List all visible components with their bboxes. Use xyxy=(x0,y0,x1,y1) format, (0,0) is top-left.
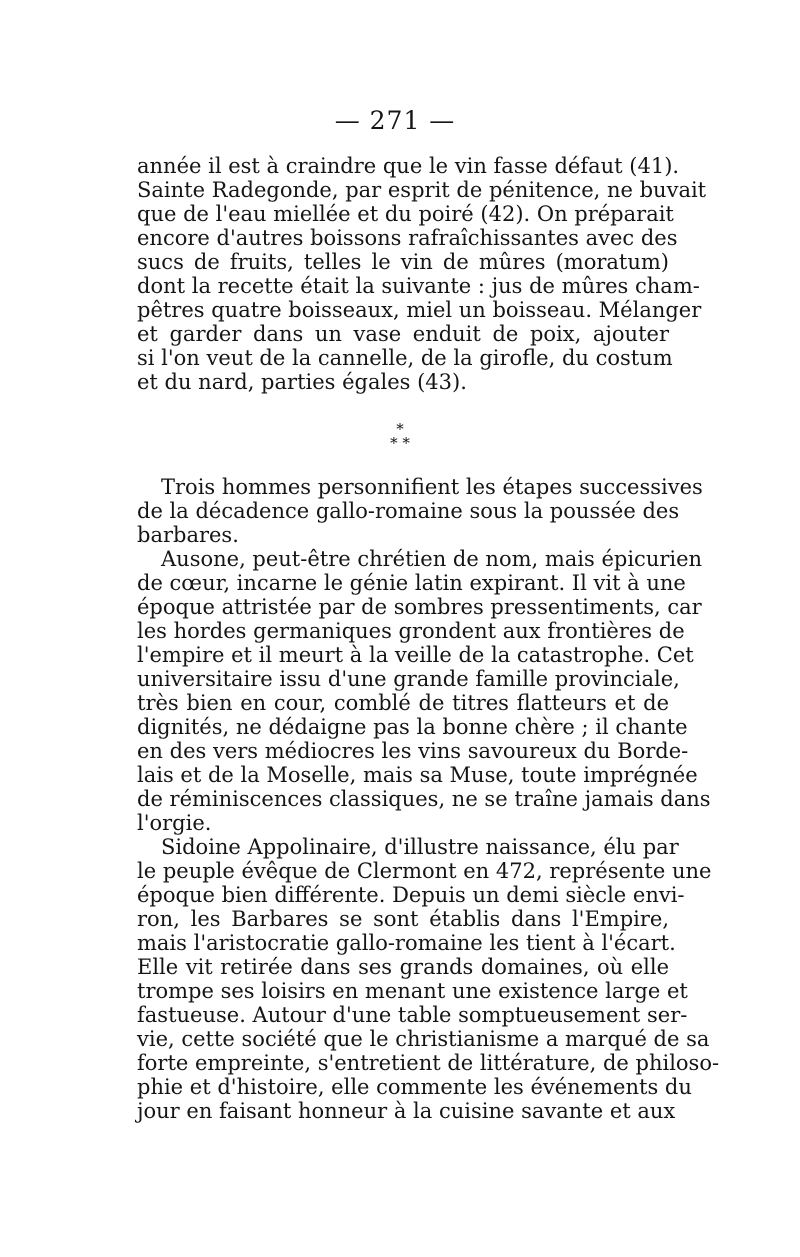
text-line: Ausone, peut-être chrétien de nom, mais épicurien xyxy=(161,547,703,571)
text-line: mais l'aristocratie gallo-romaine les tient à l'écart. xyxy=(137,931,676,955)
text-line: dont la recette était la suivante : jus de mûres cham- xyxy=(137,274,700,298)
text-line: Trois hommes personnifient les étapes successives xyxy=(161,475,703,499)
text-line: forte empreinte, s'entretient de littérature, de philoso- xyxy=(137,1051,720,1075)
text-line: lais et de la Moselle, mais sa Muse, toute imprégnée xyxy=(137,763,698,787)
text-line: l'empire et il meurt à la veille de la catastrophe. Cet xyxy=(137,643,694,667)
text-line: de réminiscences classiques, ne se traîne jamais dans xyxy=(137,787,711,811)
text-line: dignités, ne dédaigne pas la bonne chère ; il chante xyxy=(137,715,688,739)
text-line: le peuple évêque de Clermont en 472, représente une xyxy=(137,859,712,883)
paragraph-drinks xyxy=(137,154,707,394)
text-line: encore d'autres boissons rafraîchissantes avec des xyxy=(137,226,678,250)
text-line: jour en faisant honneur à la cuisine savante et aux xyxy=(137,1099,676,1123)
text-line: que de l'eau miellée et du poiré (42). On préparait xyxy=(137,202,674,226)
text-line: époque bien différente. Depuis un demi siècle envi- xyxy=(137,883,685,907)
text-line: Sidoine Appolinaire, d'illustre naissance, élu par xyxy=(161,835,679,859)
section-separator-bottom: * * xyxy=(390,434,410,452)
text-line: vie, cette société que le christianisme a marqué de sa xyxy=(137,1027,710,1051)
text-line: trompe ses loisirs en menant une existence large et xyxy=(137,979,688,1003)
body-text xyxy=(137,475,720,1123)
page-number: — 271 — xyxy=(334,106,456,135)
text-line: les hordes germaniques grondent aux frontières de xyxy=(137,619,685,643)
text-line: l'orgie. xyxy=(137,811,212,835)
section-separator-top: * xyxy=(396,420,404,438)
text-line: sucs de fruits, telles le vin de mûres (moratum) xyxy=(137,250,669,274)
text-line: et du nard, parties égales (43). xyxy=(137,370,467,394)
text-line: universitaire issu d'une grande famille provinciale, xyxy=(137,667,680,691)
text-line: fastueuse. Autour d'une table somptueusement ser- xyxy=(137,1003,688,1027)
text-line: barbares. xyxy=(137,523,239,547)
text-line: année il est à craindre que le vin fasse défaut (41). xyxy=(137,154,680,178)
text-line: phie et d'histoire, elle commente les événements du xyxy=(137,1075,692,1099)
text-line: de cœur, incarne le génie latin expirant. Il vit à une xyxy=(137,571,686,595)
text-line: si l'on veut de la cannelle, de la girofle, du costum xyxy=(137,346,673,370)
text-line: très bien en cour, comblé de titres flatteurs et de xyxy=(137,691,669,715)
text-line: Elle vit retirée dans ses grands domaines, où elle xyxy=(137,955,669,979)
text-line: Sainte Radegonde, par esprit de pénitence, ne buvait xyxy=(137,178,707,202)
text-line: en des vers médiocres les vins savoureux du Borde- xyxy=(137,739,689,763)
text-line: de la décadence gallo-romaine sous la poussée des xyxy=(137,499,680,523)
text-line: époque attristée par de sombres pressentiments, car xyxy=(137,595,702,619)
text-line: et garder dans un vase enduit de poix, ajouter xyxy=(137,322,669,346)
text-line: pêtres quatre boisseaux, miel un boisseau. Mélanger xyxy=(137,298,702,322)
text-line: ron, les Barbares se sont établis dans l'Empire, xyxy=(137,907,669,931)
